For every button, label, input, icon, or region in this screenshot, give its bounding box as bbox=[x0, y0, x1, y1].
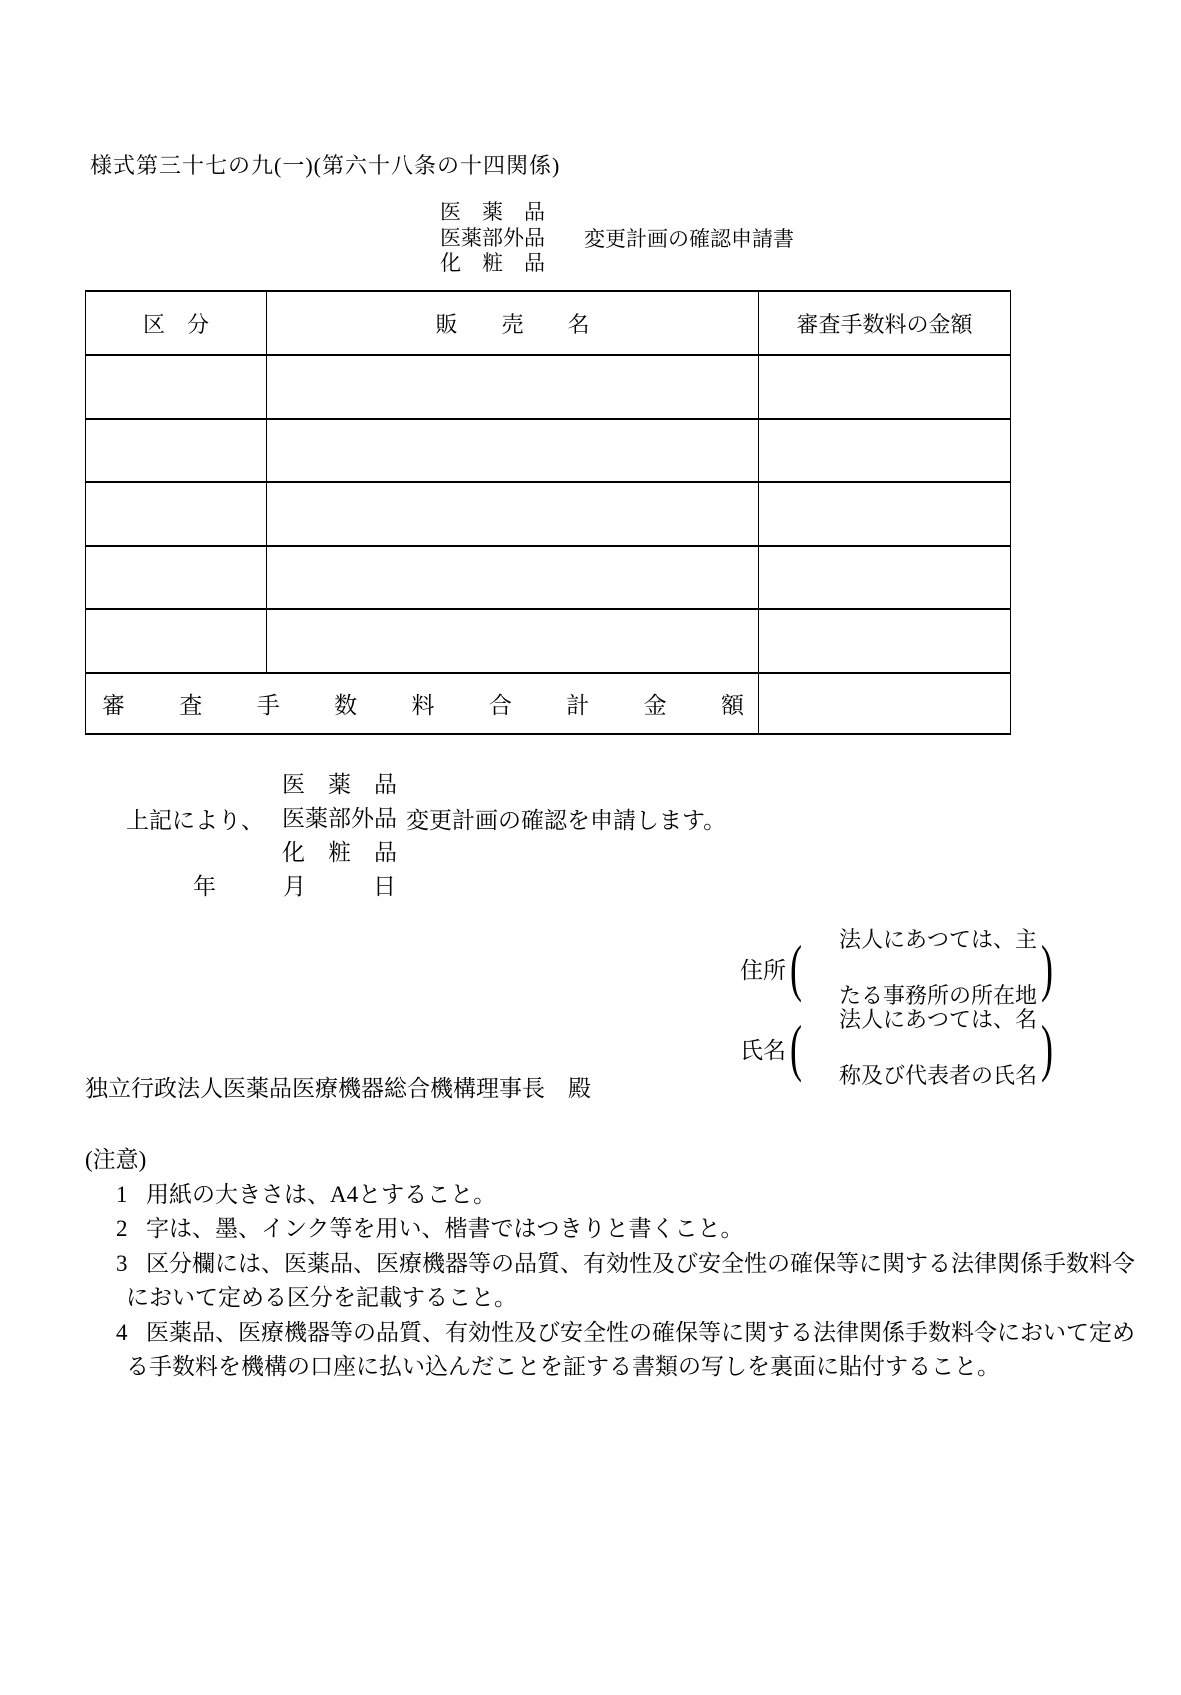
application-product-stack bbox=[282, 768, 397, 870]
fee-table-row bbox=[86, 355, 1011, 419]
note-line: 区分欄には、医薬品、医療機器等の品質、有効性及び安全性の確保等に関する法律関係手数料令 bbox=[146, 1250, 1135, 1276]
column-header-brand-name: 販 売 名 bbox=[267, 291, 759, 355]
total-fee-label: 審 査 手 数 料 合 計 金 額 bbox=[86, 673, 759, 734]
date-line bbox=[193, 868, 396, 901]
note-item-3 bbox=[85, 1247, 1155, 1316]
address-label: 住所 bbox=[740, 957, 786, 983]
application-statement: 変更計画の確認を申請します。 bbox=[406, 808, 727, 833]
name-note bbox=[806, 978, 1037, 1118]
column-header-fee-amount: 審査手数料の金額 bbox=[759, 291, 1011, 355]
fee-table-row bbox=[86, 546, 1011, 610]
product-line-drug: 医 薬 品 bbox=[282, 772, 397, 797]
note-line: 医薬品、医療機器等の品質、有効性及び安全性の確保等に関する法律関係手数料令において定め bbox=[146, 1319, 1135, 1345]
fee-table bbox=[85, 290, 1011, 735]
address-note-line2: たる事務所の所在地 bbox=[839, 983, 1038, 1008]
note-item-4 bbox=[85, 1316, 1155, 1385]
addressee-line: 独立行政法人医薬品医療機器総合機構理事長 殿 bbox=[85, 1076, 591, 1101]
brand-name-cell[interactable] bbox=[267, 609, 759, 673]
note-item-1 bbox=[85, 1178, 1155, 1213]
close-paren: ) bbox=[1041, 933, 1054, 1003]
fee-table-header-row bbox=[86, 291, 1011, 355]
fee-table-row bbox=[86, 482, 1011, 546]
product-category-stack bbox=[440, 200, 545, 277]
notes-title: (注意) bbox=[85, 1147, 147, 1172]
note-number: 2 bbox=[116, 1216, 128, 1241]
name-label: 氏名 bbox=[740, 1037, 786, 1063]
note-number: 1 bbox=[116, 1181, 128, 1207]
brand-name-cell[interactable] bbox=[267, 355, 759, 419]
application-lead: 上記により、 bbox=[126, 808, 264, 833]
product-line-quasi-drug: 医薬部外品 bbox=[282, 806, 397, 831]
note-text: 字は、墨、インク等を用い、楷書ではつきりと書くこと。 bbox=[146, 1216, 744, 1241]
fee-amount-cell[interactable] bbox=[759, 482, 1011, 546]
address-note-line1: 法人にあつては、主 bbox=[839, 927, 1038, 952]
fee-table-row bbox=[86, 609, 1011, 673]
name-note-line1: 法人にあつては、名 bbox=[839, 1007, 1038, 1032]
year-label: 年 bbox=[193, 874, 216, 899]
category-cell[interactable] bbox=[86, 419, 267, 483]
note-item-2 bbox=[85, 1212, 1155, 1247]
note-number: 3 bbox=[116, 1250, 128, 1276]
day-label: 日 bbox=[373, 874, 396, 899]
fee-amount-cell[interactable] bbox=[759, 419, 1011, 483]
fee-amount-cell[interactable] bbox=[759, 355, 1011, 419]
category-cell[interactable] bbox=[86, 355, 267, 419]
note-number: 4 bbox=[116, 1319, 128, 1345]
close-paren: ) bbox=[1041, 1013, 1054, 1083]
fee-amount-cell[interactable] bbox=[759, 609, 1011, 673]
product-line-cosmetic: 化 粧 品 bbox=[440, 251, 545, 275]
column-header-category: 区 分 bbox=[86, 291, 267, 355]
product-line-quasi-drug: 医薬部外品 bbox=[440, 225, 545, 250]
note-text bbox=[126, 1316, 1155, 1385]
open-paren: ( bbox=[790, 933, 802, 1003]
product-line-cosmetic: 化 粧 品 bbox=[282, 840, 397, 865]
notes-section bbox=[85, 1143, 1155, 1385]
total-fee-value-cell[interactable] bbox=[759, 673, 1011, 734]
form-number: 様式第三十七の九(一)(第六十八条の十四関係) bbox=[90, 153, 561, 178]
note-continuation: において定める区分を記載すること。 bbox=[126, 1285, 517, 1310]
note-text: 用紙の大きさは、A4とすること。 bbox=[146, 1181, 497, 1207]
note-text bbox=[126, 1247, 1155, 1316]
category-cell[interactable] bbox=[86, 609, 267, 673]
document-header bbox=[440, 200, 794, 277]
fee-amount-cell[interactable] bbox=[759, 546, 1011, 610]
document-title: 変更計画の確認申請書 bbox=[584, 227, 794, 252]
brand-name-cell[interactable] bbox=[267, 482, 759, 546]
category-cell[interactable] bbox=[86, 482, 267, 546]
open-paren: ( bbox=[790, 1013, 802, 1083]
month-label: 月 bbox=[283, 874, 306, 899]
fee-table-row bbox=[86, 419, 1011, 483]
product-line-drug: 医 薬 品 bbox=[440, 200, 545, 224]
note-continuation: る手数料を機構の口座に払い込んだことを証する書類の写しを裏面に貼付すること。 bbox=[126, 1354, 1000, 1379]
brand-name-cell[interactable] bbox=[267, 419, 759, 483]
name-note-line2: 称及び代表者の氏名 bbox=[839, 1063, 1038, 1088]
brand-name-cell[interactable] bbox=[267, 546, 759, 610]
name-field-group bbox=[740, 978, 1057, 1118]
category-cell[interactable] bbox=[86, 546, 267, 610]
fee-table-total-row bbox=[86, 673, 1011, 734]
